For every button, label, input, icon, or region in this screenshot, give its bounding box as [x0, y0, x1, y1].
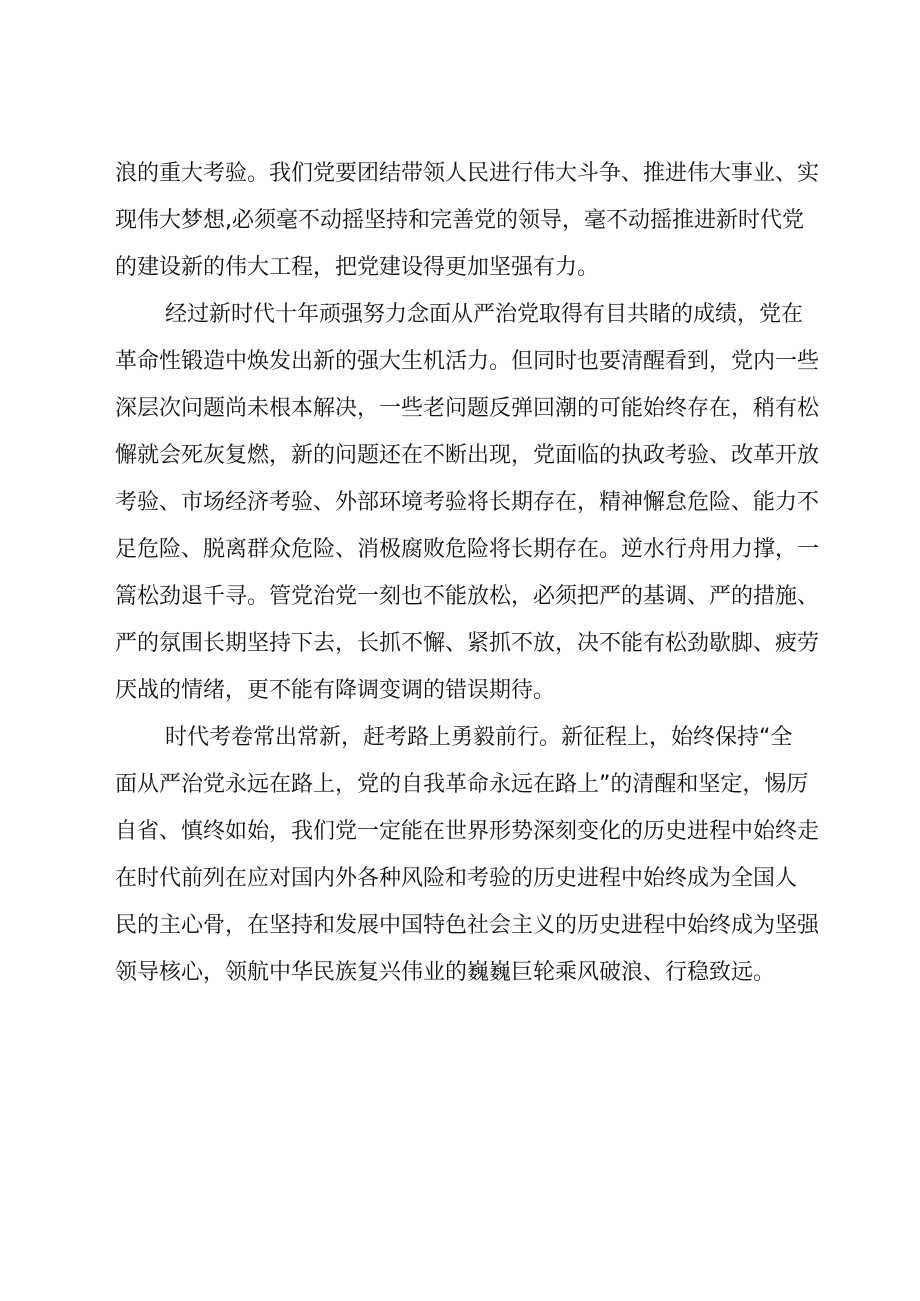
- text-line: 深层次问题尚未根本解决，一些老问题反弹回潮的可能始终存在，稍有松: [115, 396, 820, 421]
- document-body: [115, 150, 820, 996]
- text-line: 现伟大梦想,必须毫不动摇坚持和完善党的领导，毫不动摇推进新时代党: [115, 208, 804, 233]
- text-line: 的建设新的伟大工程，把党建设得更加坚强有力。: [115, 255, 600, 280]
- text-line: 时代考卷常出常新，赶考路上勇毅前行。新征程上，始终保持“全: [165, 725, 793, 750]
- text-line: 足危险、脱离群众危险、消极腐败危险将长期存在。逆水行舟用力撑，一: [115, 537, 820, 562]
- paragraph: [115, 291, 820, 714]
- text-line: 严的氛围长期坚持下去，长抓不懈、紧抓不放，决不能有松劲歇脚、疲劳: [115, 631, 820, 656]
- text-line: 在时代前列在应对国内外各种风险和考验的历史进程中始终成为全国人: [115, 866, 798, 891]
- text-line: 懈就会死灰复燃，新的问题还在不断出现，党面临的执政考验、改革开放: [115, 443, 820, 468]
- text-line: 浪的重大考验。我们党要团结带领人民进行伟大斗争、推进伟大事业、实: [115, 161, 820, 186]
- paragraph: [115, 150, 820, 291]
- text-line: 革命性锻造中焕发出新的强大生机活力。但同时也要清醒看到，党内一些: [115, 349, 820, 374]
- text-line: 面从严治党永远在路上，党的自我革命永远在路上”的清醒和坚定，惕厉: [115, 772, 809, 797]
- text-line: 民的主心骨，在坚持和发展中国特色社会主义的历史进程中始终成为坚强: [115, 913, 820, 938]
- text-line: 考验、市场经济考验、外部环境考验将长期存在，精神懈怠危险、能力不: [115, 490, 820, 515]
- text-line: 篙松劲退千寻。管党治党一刻也不能放松，必须把严的基调、严的措施、: [115, 584, 820, 609]
- text-line: 领导核心，领航中华民族复兴伟业的巍巍巨轮乘风破浪、行稳致远。: [115, 960, 776, 985]
- text-line: 厌战的情绪，更不能有降调变调的错误期待。: [115, 678, 556, 703]
- paragraph: [115, 714, 820, 996]
- text-line: 自省、慎终如始，我们党一定能在世界形势深刻变化的历史进程中始终走: [115, 819, 820, 844]
- text-line: 经过新时代十年顽强努力念面从严治党取得有目共睹的成绩，党在: [165, 302, 804, 327]
